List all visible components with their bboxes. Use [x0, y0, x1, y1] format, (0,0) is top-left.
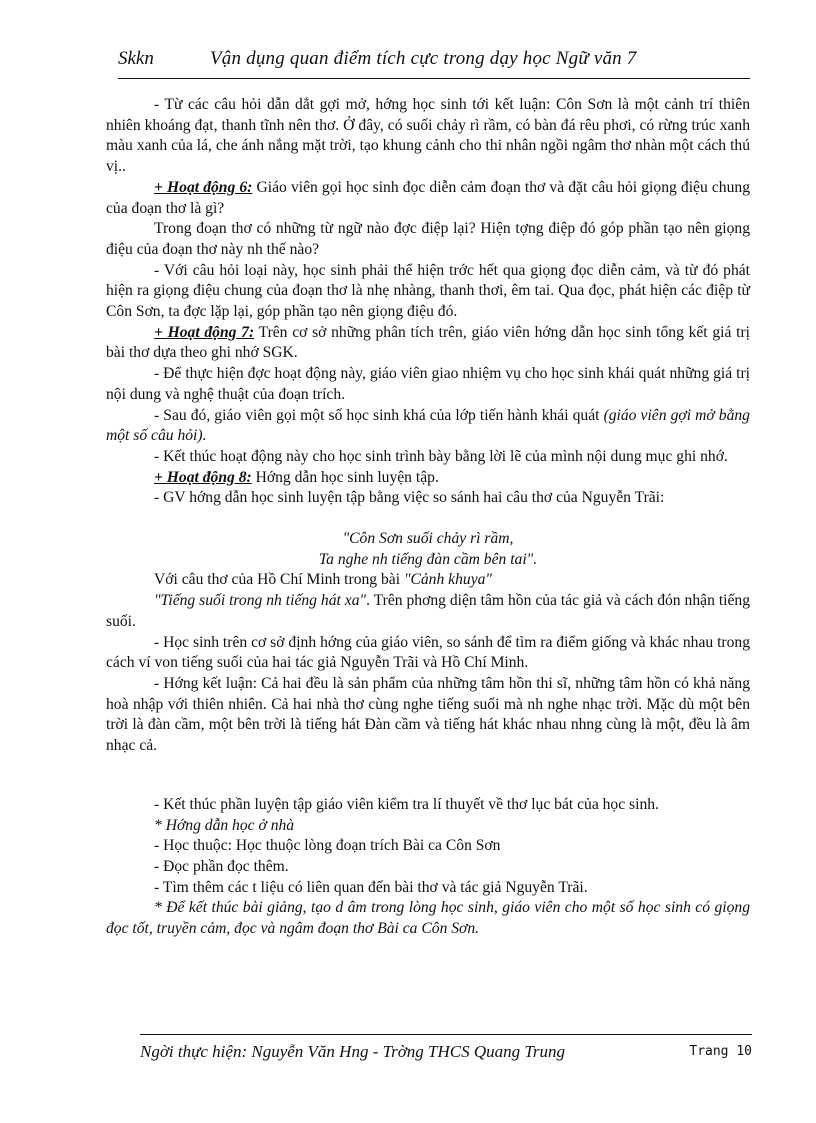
paragraph: - Từ các câu hỏi dẫn dắt gợi mở, hớng học sinh tới kết luận: Côn Sơn là một cảnh trí thiên nhiên khoáng đạt, thanh tĩnh nên thơ. Ở đây, có suối chảy rì rầm, có bàn đá rêu phơi, có rừng trúc xanh màu xanh của lá, che ánh nắng mặt trời, tạo khung cảnh cho thi nhân ngồi ngâm thơ nhàn một cách thú vị..	[106, 96, 750, 176]
paragraph: - Học thuộc: Học thuộc lòng đoạn trích Bài ca Côn Sơn	[154, 837, 501, 855]
poem-text: Ta nghe nh tiếng đàn cầm bên tai".	[318, 550, 538, 568]
paragraph: - Với câu hỏi loại này, học sinh phải thể hiện trớc hết qua giọng đọc diễn cảm, và từ đó phát hiện ra giọng điệu chung của đoạn thơ là nhẹ nhàng, thanh thơi, êm tai. Qua đọc, phát hiện các điệp từ Côn Sơn, ta đợc lặp lại, góp phần tạo nên giọng điệu đó.	[106, 261, 750, 321]
paragraph-text: . Trên phơng diện tâm hồn của tác giả và cách đón nhận tiếng suối.	[106, 592, 750, 630]
paragraph: - Đọc phần đọc thêm.	[154, 857, 289, 875]
paragraph-italic: * Để kết thúc bài giảng, tạo d âm trong lòng học sinh, giáo viên cho một số học sinh có giọng đọc tốt, truyền cảm, đọc và ngâm đoạn thơ Bài ca Côn Sơn.	[106, 899, 750, 938]
blank-line	[106, 509, 750, 529]
paragraph	[106, 323, 750, 364]
paragraph	[106, 898, 750, 939]
activity-heading: + Hoạt động 8:	[154, 468, 252, 486]
paragraph: - Kết thúc hoạt động này cho học sinh trình bày bằng lời lẽ của mình nội dung mục ghi nhớ.	[154, 447, 728, 465]
paragraph	[106, 468, 750, 489]
paragraph: - Học sinh trên cơ sở định hớng của giáo viên, so sánh để tìm ra điểm giống và khác nhau trong cách ví von tiếng suối của hai tác giả Nguyễn Trãi và Hồ Chí Minh.	[106, 633, 750, 672]
blank-gap	[106, 757, 750, 795]
header-left: Skkn	[118, 48, 154, 69]
paragraph-italic: "Cảnh khuya"	[403, 571, 492, 589]
page-number: Trang 10	[689, 1044, 752, 1059]
paragraph: - Để thực hiện đợc hoạt động này, giáo viên giao nhiệm vụ cho học sinh khái quát những giá trị nội dung và nghệ thuật của đoạn trích.	[106, 365, 750, 403]
paragraph	[106, 816, 750, 837]
header-title: Vận dụng quan điểm tích cực trong dạy học Ngữ văn 7	[210, 48, 637, 69]
paragraph: - Tìm thêm các t liệu có liên quan đến bài thơ và tác giả Nguyễn Trãi.	[154, 878, 588, 896]
paragraph-italic: "Tiếng suối trong nh tiếng hát xa"	[154, 592, 367, 610]
page-footer	[140, 1040, 752, 1070]
poem-text: "Côn Sơn suối chảy rì rầm,	[342, 530, 514, 548]
paragraph-text: Giáo viên gọi học sinh đọc diễn cảm đoạn thơ và đặt câu hỏi giọng điệu chung của đoạn thơ là gì?	[106, 178, 750, 217]
activity-heading: + Hoạt động 6:	[154, 178, 253, 196]
paragraph: Trong đoạn thơ có những từ ngữ nào đợc điệp lại? Hiện tợng điệp đó góp phần tạo nên giọng điệu của đoạn thơ này nh thế nào?	[106, 220, 750, 258]
poem-line	[106, 550, 750, 571]
header-rule	[118, 78, 750, 79]
paragraph-text: Với câu thơ của Hồ Chí Minh trong bài	[154, 571, 404, 589]
paragraph	[106, 570, 750, 591]
paragraph	[106, 178, 750, 219]
paragraph: - Hớng kết luận: Cả hai đều là sản phẩm của những tâm hồn thi sĩ, những tâm hồn có khả năng hoà nhập với thiên nhiên. Cả hai nhà thơ cùng nghe tiếng suối mà nh nghe nhạc trời. Mặc dù một bên trời là đàn cầm, một bên trời là tiếng hát Đàn cầm và tiếng hát khác nhau nhng cùng là một, đều là âm nhạc cả.	[106, 674, 750, 755]
poem-line	[106, 529, 750, 550]
paragraph	[106, 406, 750, 447]
paragraph-italic: * Hớng dẫn học ở nhà	[154, 816, 295, 834]
paragraph-text: - Sau đó, giáo viên gọi một số học sinh khá của lớp tiến hành khái quát	[154, 406, 604, 424]
activity-heading: + Hoạt động 7:	[154, 323, 255, 341]
paragraph	[106, 591, 750, 632]
footer-author: Ngời thực hiện: Nguyễn Văn Hng - Trờng THCS Quang Trung	[140, 1042, 566, 1061]
paragraph-text: Trên cơ sở những phân tích trên, giáo viên hớng dẫn học sinh tổng kết giá trị bài thơ dựa theo ghi nhớ SGK.	[106, 323, 750, 362]
paragraph-italic: (giáo viên gợi mở bằng một số câu hỏi).	[106, 406, 750, 445]
paragraph: - Kết thúc phần luyện tập giáo viên kiểm tra lí thuyết về thơ lục bát của học sinh.	[154, 795, 659, 813]
paragraph-text: Hớng dẫn học sinh luyện tập.	[251, 468, 439, 486]
document-body	[106, 95, 750, 940]
paragraph: - GV hớng dẫn học sinh luyện tập bằng việc so sánh hai câu thơ của Nguyễn Trãi:	[154, 489, 665, 507]
footer-rule	[140, 1034, 752, 1035]
page-header	[118, 48, 750, 82]
